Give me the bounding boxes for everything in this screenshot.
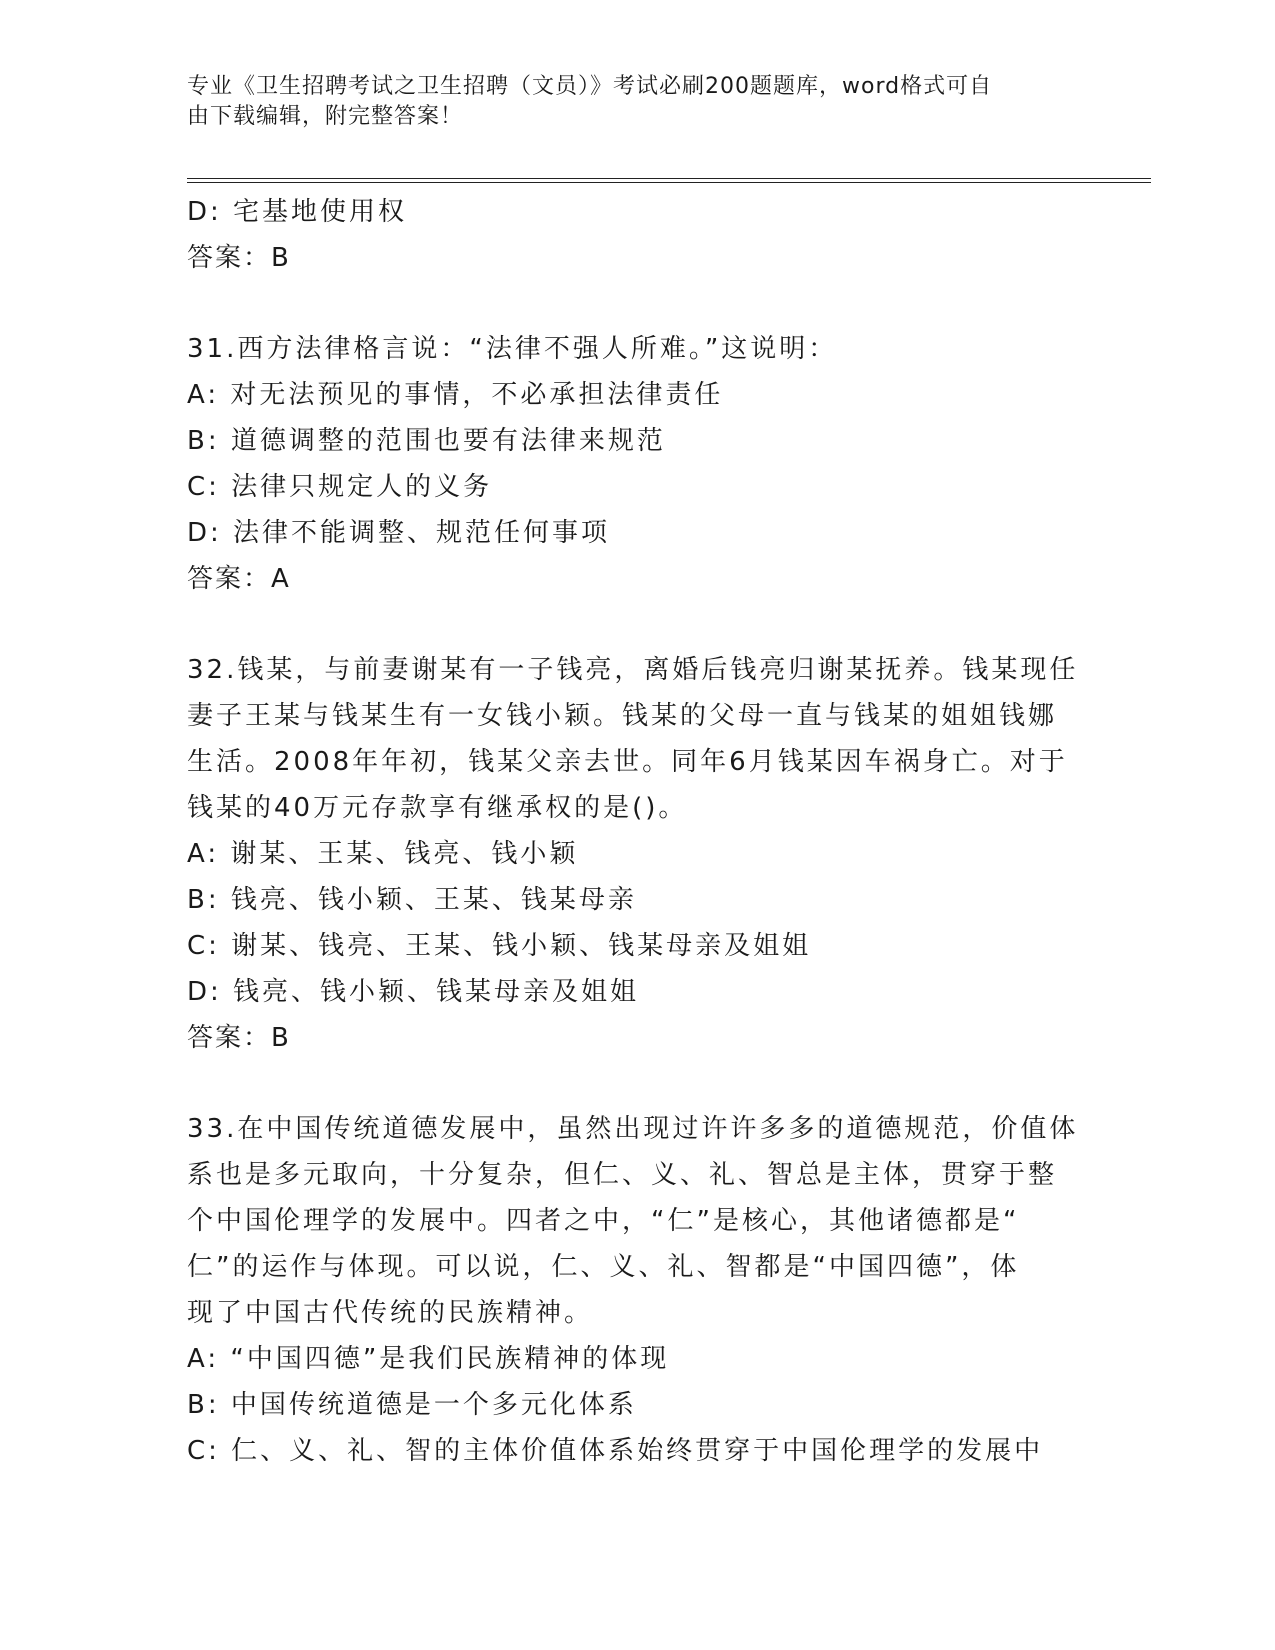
option-b: B: 中国传统道德是一个多元化体系 — [187, 1390, 637, 1420]
option-a: A: 谢某、王某、钱亮、钱小颖 — [187, 839, 579, 869]
answer-line: 答案：B — [187, 243, 291, 273]
question-stem-line: 33.在中国传统道德发展中，虽然出现过许许多多的道德规范，价值体 — [187, 1114, 1079, 1144]
option-d: D: 钱亮、钱小颖、钱某母亲及姐姐 — [187, 977, 640, 1007]
document-header — [187, 72, 1067, 132]
question-stem-line: 32.钱某，与前妻谢某有一子钱亮，离婚后钱亮归谢某抚养。钱某现任 — [187, 655, 1079, 685]
header-title-line-1: 专业《卫生招聘考试之卫生招聘（文员）》考试必刷200题题库，word格式可自 — [187, 74, 993, 99]
option-c: C: 法律只规定人的义务 — [187, 472, 493, 502]
option-c: C: 仁、义、礼、智的主体价值体系始终贯穿于中国伦理学的发展中 — [187, 1436, 1044, 1466]
option-d: D: 法律不能调整、规范任何事项 — [187, 518, 611, 548]
previous-question-tail — [187, 189, 1087, 281]
header-divider-bottom — [187, 182, 1151, 183]
question-stem-line: 妻子王某与钱某生有一女钱小颖。钱某的父母一直与钱某的姐姐钱娜 — [187, 701, 1058, 731]
answer-line: 答案：A — [187, 564, 291, 594]
answer-line: 答案：B — [187, 1023, 291, 1053]
option-c: C: 谢某、钱亮、王某、钱小颖、钱某母亲及姐姐 — [187, 931, 812, 961]
option-b: B: 钱亮、钱小颖、王某、钱某母亲 — [187, 885, 637, 915]
question-stem-line: 仁”的运作与体现。可以说，仁、义、礼、智都是“中国四德”，体 — [187, 1252, 1020, 1282]
question-33 — [187, 1106, 1087, 1474]
option-d: D: 宅基地使用权 — [187, 197, 408, 227]
question-content — [187, 189, 1087, 1474]
question-stem: 31.西方法律格言说：“法律不强人所难。”这说明： — [187, 334, 838, 364]
header-divider-top — [187, 178, 1151, 179]
option-a: A: 对无法预见的事情，不必承担法律责任 — [187, 380, 724, 410]
question-stem-line: 现了中国古代传统的民族精神。 — [187, 1298, 594, 1328]
question-stem-line: 系也是多元取向，十分复杂，但仁、义、礼、智总是主体，贯穿于整 — [187, 1160, 1058, 1190]
question-stem-line: 个中国伦理学的发展中。四者之中，“仁”是核心，其他诸德都是“ — [187, 1206, 1020, 1236]
header-title-line-2: 由下载编辑，附完整答案！ — [187, 104, 464, 129]
option-b: B: 道德调整的范围也要有法律来规范 — [187, 426, 666, 456]
question-stem-line: 钱某的40万元存款享有继承权的是()。 — [187, 793, 688, 823]
question-31 — [187, 326, 1087, 602]
option-a: A: “中国四德”是我们民族精神的体现 — [187, 1344, 670, 1374]
question-stem-line: 生活。2008年年初，钱某父亲去世。同年6月钱某因车祸身亡。对于 — [187, 747, 1068, 777]
question-32 — [187, 647, 1087, 1061]
